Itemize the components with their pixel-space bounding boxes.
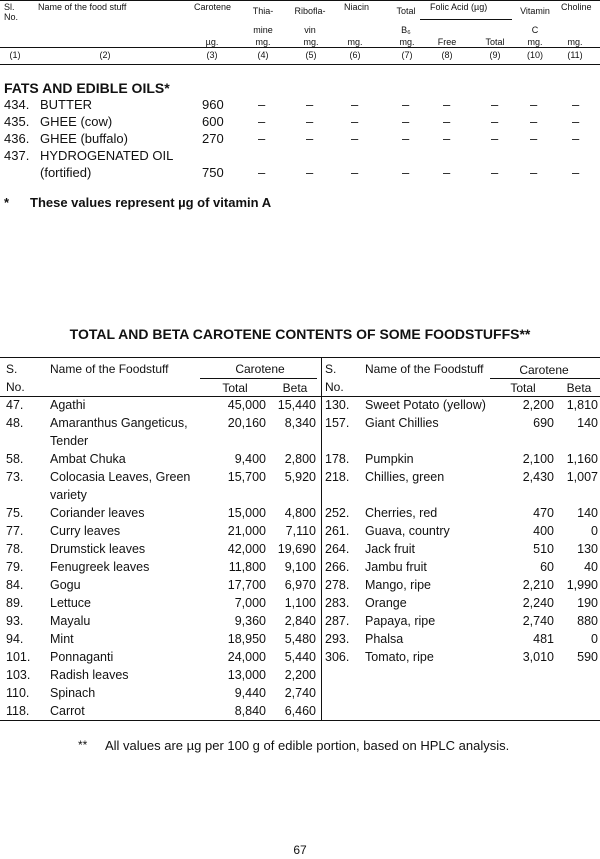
cell-left-beta: 6,460 <box>284 704 316 718</box>
header-vitamin-c: Vitamin C <box>520 6 550 35</box>
col-num-4: (4) <box>257 50 269 60</box>
cell-left-no: 101. <box>6 650 31 664</box>
dash: – <box>402 165 410 180</box>
cell-left-beta: 8,340 <box>284 416 316 430</box>
cell-right-no: 130. <box>325 398 350 412</box>
cell-left-total: 13,000 <box>227 668 266 682</box>
cell-right-beta: 1,160 <box>566 452 598 466</box>
cell-left-name: Colocasia Leaves, Green <box>50 470 191 484</box>
cell-left-no: 73. <box>6 470 24 484</box>
col-num-11: (11) <box>567 50 583 60</box>
dash: – <box>530 131 538 146</box>
unit-choline: mg. <box>567 37 583 47</box>
header-carotene-right: Carotene <box>519 363 569 377</box>
table-row <box>0 470 600 488</box>
cell-left-beta: 15,440 <box>277 398 316 412</box>
row-number: 434. <box>4 97 30 112</box>
cell-left-beta: 2,740 <box>284 686 316 700</box>
cell-left-name: Mint <box>50 632 74 646</box>
cell-left-beta: 4,800 <box>284 506 316 520</box>
units-rule <box>0 47 600 48</box>
table-row <box>0 560 600 578</box>
cell-right-no: 218. <box>325 470 350 484</box>
cell-right-no: 266. <box>325 560 350 574</box>
cell-right-beta: 140 <box>577 416 598 430</box>
dash: – <box>572 165 580 180</box>
cell-left-name: Drumstick leaves <box>50 542 146 556</box>
footnote2-mark: ** <box>78 738 88 752</box>
cell-right-no: 278. <box>325 578 350 592</box>
footnote-mark: * <box>4 195 10 210</box>
cell-left-total: 7,000 <box>234 596 266 610</box>
dash: – <box>491 97 499 112</box>
cell-left-name: Lettuce <box>50 596 92 610</box>
unit-niacin: mg. <box>347 37 363 47</box>
table-row <box>0 452 600 470</box>
cell-right-total: 3,010 <box>522 650 554 664</box>
dash: – <box>572 131 580 146</box>
table2-header-rule <box>0 396 600 397</box>
dash: – <box>258 131 266 146</box>
cell-right-total: 2,100 <box>522 452 554 466</box>
cell-left-total: 21,000 <box>227 524 266 538</box>
dash: – <box>572 114 580 129</box>
cell-left-beta: 9,100 <box>284 560 316 574</box>
dash: – <box>443 131 451 146</box>
header-name-left: Name of the Foodstuff <box>50 362 169 376</box>
header-carotene-left: Carotene <box>235 362 285 376</box>
cell-right-total: 60 <box>540 560 554 574</box>
cell-left-no: 118. <box>6 704 30 718</box>
cell-left-total: 9,400 <box>234 452 266 466</box>
dash: – <box>443 165 451 180</box>
cell-left-no: 110. <box>6 686 30 700</box>
cell-right-no: 252. <box>325 506 350 520</box>
header-total-right: Total <box>510 381 536 395</box>
header-name-right: Name of the Foodstuff <box>365 362 484 376</box>
dash: – <box>306 131 314 146</box>
cell-left-name: Carrot <box>50 704 85 718</box>
unit-riboflavin: mg. <box>303 37 319 47</box>
cell-left-total: 24,000 <box>227 650 266 664</box>
row-number: 436. <box>4 131 30 146</box>
folic-acid-rule <box>420 19 512 20</box>
table-row <box>0 488 600 506</box>
table2-top-rule <box>0 357 600 358</box>
cell-left-no: 103. <box>6 668 31 682</box>
row-name: (fortified) <box>40 165 92 180</box>
header-s-left: S. <box>6 362 18 376</box>
cell-right-total: 2,240 <box>522 596 554 610</box>
cell-left-beta: 19,690 <box>277 542 316 556</box>
col-num-6: (6) <box>349 50 361 60</box>
cell-left-no: 48. <box>6 416 24 430</box>
cell-right-no: 306. <box>325 650 350 664</box>
row-carotene: 960 <box>202 97 224 112</box>
row-name: GHEE (buffalo) <box>40 131 128 146</box>
cell-left-total: 18,950 <box>227 632 266 646</box>
cell-left-no: 77. <box>6 524 24 538</box>
row-carotene: 600 <box>202 114 224 129</box>
table1-top-rule <box>0 0 600 1</box>
cell-left-total: 15,700 <box>227 470 266 484</box>
cell-left-no: 79. <box>6 560 24 574</box>
cell-left-beta: 7,110 <box>285 524 316 538</box>
cell-left-total: 9,440 <box>234 686 266 700</box>
cell-right-name: Giant Chillies <box>365 416 439 430</box>
cell-left-total: 42,000 <box>227 542 266 556</box>
table-row <box>0 614 600 632</box>
header-total-left: Total <box>222 381 248 395</box>
unit-folic-total: Total <box>485 37 505 47</box>
col-numbers-rule <box>0 64 600 65</box>
dash: – <box>491 131 499 146</box>
carotene-rule-left <box>200 378 317 379</box>
header-sl: Sl. No. <box>4 2 19 22</box>
cell-right-total: 690 <box>533 416 554 430</box>
cell-left-beta: 2,800 <box>284 452 316 466</box>
cell-right-total: 481 <box>533 632 554 646</box>
cell-right-no: 178. <box>325 452 350 466</box>
col-num-8: (8) <box>441 50 453 60</box>
col-num-3: (3) <box>206 50 218 60</box>
table-row <box>0 114 600 131</box>
table-row <box>0 596 600 614</box>
cell-left-name: Gogu <box>50 578 81 592</box>
header-name: Name of the food stuff <box>38 2 127 12</box>
header-choline: Choline <box>561 2 592 12</box>
cell-left-name: Fenugreek leaves <box>50 560 150 574</box>
cell-left-no: 75. <box>6 506 24 520</box>
cell-right-beta: 880 <box>577 614 598 628</box>
cell-left-name: Amaranthus Gangeticus, <box>50 416 188 430</box>
cell-left-no: 89. <box>6 596 24 610</box>
cell-left-no: 58. <box>6 452 24 466</box>
cell-left-total: 20,160 <box>227 416 266 430</box>
col-num-2: (2) <box>99 50 111 60</box>
cell-right-total: 2,430 <box>522 470 554 484</box>
cell-right-total: 470 <box>533 506 554 520</box>
header-total-b6: Total B₆ <box>396 6 416 35</box>
cell-right-name: Orange <box>365 596 407 610</box>
cell-right-name: Pumpkin <box>365 452 414 466</box>
cell-left-name: variety <box>50 488 87 502</box>
footnote2: All values are µg per 100 g of edible portion, based on HPLC analysis. <box>105 738 510 753</box>
cell-right-beta: 1,990 <box>566 578 598 592</box>
cell-left-no: 93. <box>6 614 24 628</box>
cell-right-no: 293. <box>325 632 350 646</box>
unit-vitamin-c: mg. <box>527 37 543 47</box>
dash: – <box>491 165 499 180</box>
table-row <box>0 650 600 668</box>
header-niacin: Niacin <box>344 2 370 12</box>
table-row <box>0 542 600 560</box>
unit-carotene: µg. <box>205 37 219 47</box>
header-folic-acid: Folic Acid (µg) <box>430 2 488 12</box>
cell-right-beta: 190 <box>577 596 598 610</box>
row-carotene: 270 <box>202 131 224 146</box>
cell-left-name: Curry leaves <box>50 524 121 538</box>
dash: – <box>402 97 410 112</box>
dash: – <box>491 114 499 129</box>
carotene-rule-right <box>490 378 600 379</box>
table2-title: TOTAL AND BETA CAROTENE CONTENTS OF SOME FOODSTUFFS** <box>69 326 531 342</box>
cell-left-no: 94. <box>6 632 24 646</box>
dash: – <box>443 97 451 112</box>
cell-right-name: Papaya, ripe <box>365 614 436 628</box>
header-s-right: S. <box>325 362 337 376</box>
header-thiamine: Thia- mine <box>252 6 274 35</box>
cell-left-name: Radish leaves <box>50 668 129 682</box>
dash: – <box>306 165 314 180</box>
cell-right-name: Phalsa <box>365 632 404 646</box>
footnote: These values represent µg of vitamin A <box>30 195 272 210</box>
row-number: 435. <box>4 114 30 129</box>
dash: – <box>443 114 451 129</box>
dash: – <box>258 114 266 129</box>
cell-left-no: 78. <box>6 542 24 556</box>
cell-right-beta: 130 <box>577 542 598 556</box>
cell-left-beta: 2,200 <box>284 668 316 682</box>
cell-left-no: 84. <box>6 578 24 592</box>
col-num-9: (9) <box>489 50 501 60</box>
cell-right-total: 2,740 <box>522 614 554 628</box>
header-beta-right: Beta <box>566 381 592 395</box>
cell-left-name: Coriander leaves <box>50 506 145 520</box>
table-row <box>0 686 600 704</box>
row-number: 437. <box>4 148 30 163</box>
cell-left-no: 47. <box>6 398 24 412</box>
dash: – <box>306 114 314 129</box>
cell-left-total: 8,840 <box>234 704 266 718</box>
table-row <box>0 398 600 416</box>
table-row <box>0 416 600 434</box>
cell-right-name: Jack fruit <box>365 542 416 556</box>
cell-right-name: Mango, ripe <box>365 578 432 592</box>
cell-left-name: Ponnaganti <box>50 650 114 664</box>
header-no-left: No. <box>6 380 25 394</box>
cell-left-beta: 5,920 <box>284 470 316 484</box>
cell-right-no: 261. <box>325 524 350 538</box>
col-num-7: (7) <box>401 50 413 60</box>
dash: – <box>258 97 266 112</box>
row-name: GHEE (cow) <box>40 114 113 129</box>
cell-left-name: Tender <box>50 434 89 448</box>
row-name: HYDROGENATED OIL <box>40 148 174 163</box>
table-row <box>0 506 600 524</box>
table-row <box>0 148 600 165</box>
cell-right-name: Tomato, ripe <box>365 650 434 664</box>
table-row <box>0 165 600 182</box>
cell-right-no: 283. <box>325 596 350 610</box>
cell-left-total: 17,700 <box>227 578 266 592</box>
unit-total-b6: mg. <box>399 37 415 47</box>
row-name: BUTTER <box>40 97 92 112</box>
dash: – <box>306 97 314 112</box>
table-row <box>0 434 600 452</box>
col-num-1: (1) <box>9 50 21 60</box>
dash: – <box>351 165 359 180</box>
table-row <box>0 131 600 148</box>
cell-right-no: 264. <box>325 542 350 556</box>
cell-right-name: Sweet Potato (yellow) <box>365 398 486 412</box>
cell-left-name: Mayalu <box>50 614 91 628</box>
unit-thiamine: mg. <box>255 37 271 47</box>
cell-right-beta: 1,007 <box>566 470 598 484</box>
cell-left-total: 9,360 <box>234 614 266 628</box>
dash: – <box>402 131 410 146</box>
cell-left-name: Agathi <box>50 398 86 412</box>
header-no-right: No. <box>325 380 344 394</box>
cell-right-beta: 0 <box>591 632 598 646</box>
table-row <box>0 668 600 686</box>
dash: – <box>351 131 359 146</box>
cell-right-beta: 590 <box>577 650 598 664</box>
cell-left-beta: 5,440 <box>284 650 316 664</box>
cell-left-beta: 2,840 <box>284 614 316 628</box>
cell-right-total: 400 <box>533 524 554 538</box>
cell-right-no: 157. <box>325 416 350 430</box>
cell-right-name: Cherries, red <box>365 506 438 520</box>
dash: – <box>530 97 538 112</box>
cell-right-no: 287. <box>325 614 350 628</box>
cell-left-total: 45,000 <box>227 398 266 412</box>
table-row <box>0 704 600 722</box>
col-num-10: (10) <box>526 50 543 60</box>
cell-right-total: 2,200 <box>522 398 554 412</box>
dash: – <box>351 97 359 112</box>
cell-left-beta: 1,100 <box>284 596 316 610</box>
header-riboflavin: Ribofla- vin <box>294 6 326 35</box>
cell-right-total: 2,210 <box>522 578 554 592</box>
dash: – <box>530 165 538 180</box>
unit-folic-free: Free <box>437 37 457 47</box>
cell-right-total: 510 <box>533 542 554 556</box>
cell-left-total: 11,800 <box>228 560 266 574</box>
cell-left-total: 15,000 <box>227 506 266 520</box>
header-beta-left: Beta <box>282 381 308 395</box>
cell-right-name: Jambu fruit <box>365 560 427 574</box>
section-title: FATS AND EDIBLE OILS* <box>4 80 170 96</box>
cell-right-name: Guava, country <box>365 524 450 538</box>
cell-right-name: Chillies, green <box>365 470 445 484</box>
table-row <box>0 97 600 114</box>
cell-left-beta: 6,970 <box>284 578 316 592</box>
dash: – <box>572 97 580 112</box>
dash: – <box>258 165 266 180</box>
dash: – <box>351 114 359 129</box>
cell-right-beta: 0 <box>591 524 598 538</box>
cell-left-name: Ambat Chuka <box>50 452 126 466</box>
header-carotene: Carotene <box>194 2 232 12</box>
cell-right-beta: 1,810 <box>566 398 598 412</box>
dash: – <box>402 114 410 129</box>
page-number: 67 <box>293 843 307 857</box>
cell-left-name: Spinach <box>50 686 96 700</box>
cell-right-beta: 140 <box>577 506 598 520</box>
table-row <box>0 632 600 650</box>
row-carotene: 750 <box>202 165 224 180</box>
cell-left-beta: 5,480 <box>284 632 316 646</box>
table-row <box>0 524 600 542</box>
cell-right-beta: 40 <box>584 560 598 574</box>
table-row <box>0 578 600 596</box>
col-num-5: (5) <box>305 50 317 60</box>
dash: – <box>530 114 538 129</box>
